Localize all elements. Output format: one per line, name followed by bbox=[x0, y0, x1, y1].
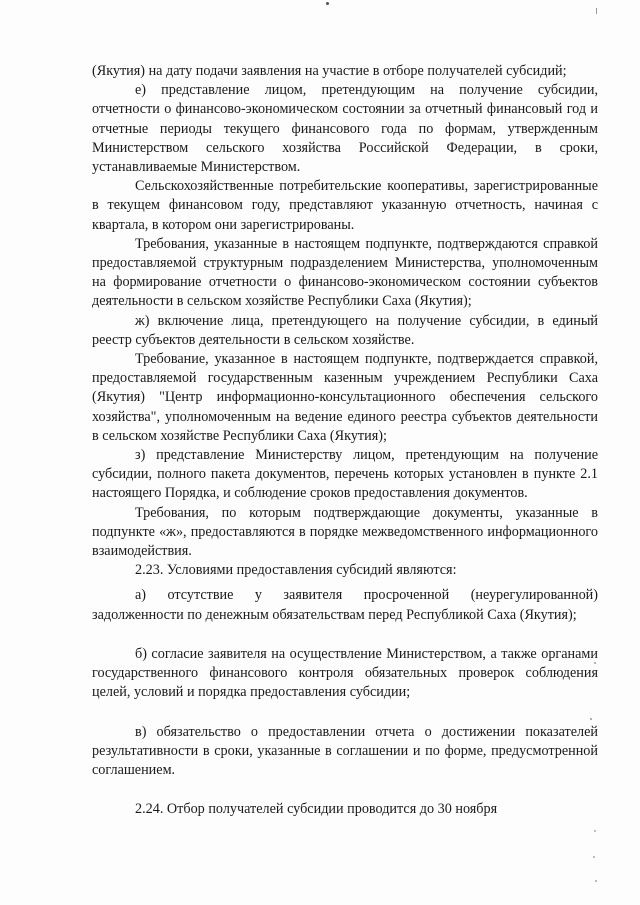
paragraph: Требования, по которым подтверждающие документы, указанные в подпункте «ж», предоставляются в порядке межведомственного информационного взаимодействия. bbox=[92, 504, 598, 560]
paragraph: (Якутия) на дату подачи заявления на участие в отборе получателей субсидий; bbox=[92, 63, 567, 79]
paragraph: в) обязательство о предоставлении отчета о достижении показателей результативности в сроки, указанные в соглашении и по форме, предусмотренной соглашением. bbox=[92, 723, 598, 778]
section-heading: 2.23. Условиями предоставления субсидий являются: bbox=[135, 562, 457, 579]
scan-artifact bbox=[596, 8, 597, 14]
scan-artifact bbox=[594, 830, 596, 832]
scan-artifact bbox=[593, 856, 595, 858]
section-heading: 2.24. Отбор получателей субсидии проводится до 30 ноября bbox=[135, 801, 498, 818]
paragraph: з) представление Министерству лицом, претендующим на получение субсидии, полного пакета документов, перечень которых установлен в пункте 2.1 настоящего Порядка, и соблюдение сроков предоставления документов. bbox=[92, 447, 598, 502]
scan-artifact bbox=[326, 2, 329, 5]
paragraph: Требования, указанные в настоящем подпункте, подтверждаются справкой предоставляемой структурным подразделением Министерства, уполномоченным на формирование отчетности о финансово-экономическом состоянии субъектов деятельности в сельском хозяйстве Республики Саха (Якутия); bbox=[92, 235, 598, 310]
paragraph: а) отсутствие у заявителя просроченной (неурегулированной) задолженности по денежным обязательствам перед Республикой Саха (Якутия); bbox=[92, 587, 598, 623]
paragraph: е) представление лицом, претендующим на получение субсидии, отчетности о финансово-экономическом состоянии за отчетный финансовый год и отчетные периоды текущего финансового года по формам, утвержденным Министерством сельского хозяйства Российской Федерации, в сроки, устанавливаемые Министерством. bbox=[92, 82, 598, 176]
paragraph: Сельскохозяйственные потребительские кооперативы, зарегистрированные в текущем финансовом году, представляют указанную отчетность, начиная с квартала, в котором они зарегистрированы. bbox=[92, 178, 598, 233]
paragraph: б) согласие заявителя на осуществление Министерством, а также органами государственного финансового контроля обязательных проверок соблюдения целей, условий и порядка предоставления субсидии; bbox=[92, 645, 598, 701]
paragraph: Требование, указанное в настоящем подпункте, подтверждается справкой, предоставляемой государственным казенным учреждением Республики Саха (Якутия) "Центр информационно-консультационного обеспечения сельского хозяйства", уполномоченным на ведение единого реестра субъектов деятельности в сельском хозяйстве Республики Саха (Якутия); bbox=[92, 351, 598, 444]
paragraph: ж) включение лица, претендующего на получение субсидии, в единый реестр субъектов деятельности в сельском хозяйстве. bbox=[92, 312, 598, 348]
document-body bbox=[92, 62, 598, 819]
scan-artifact bbox=[595, 880, 597, 882]
